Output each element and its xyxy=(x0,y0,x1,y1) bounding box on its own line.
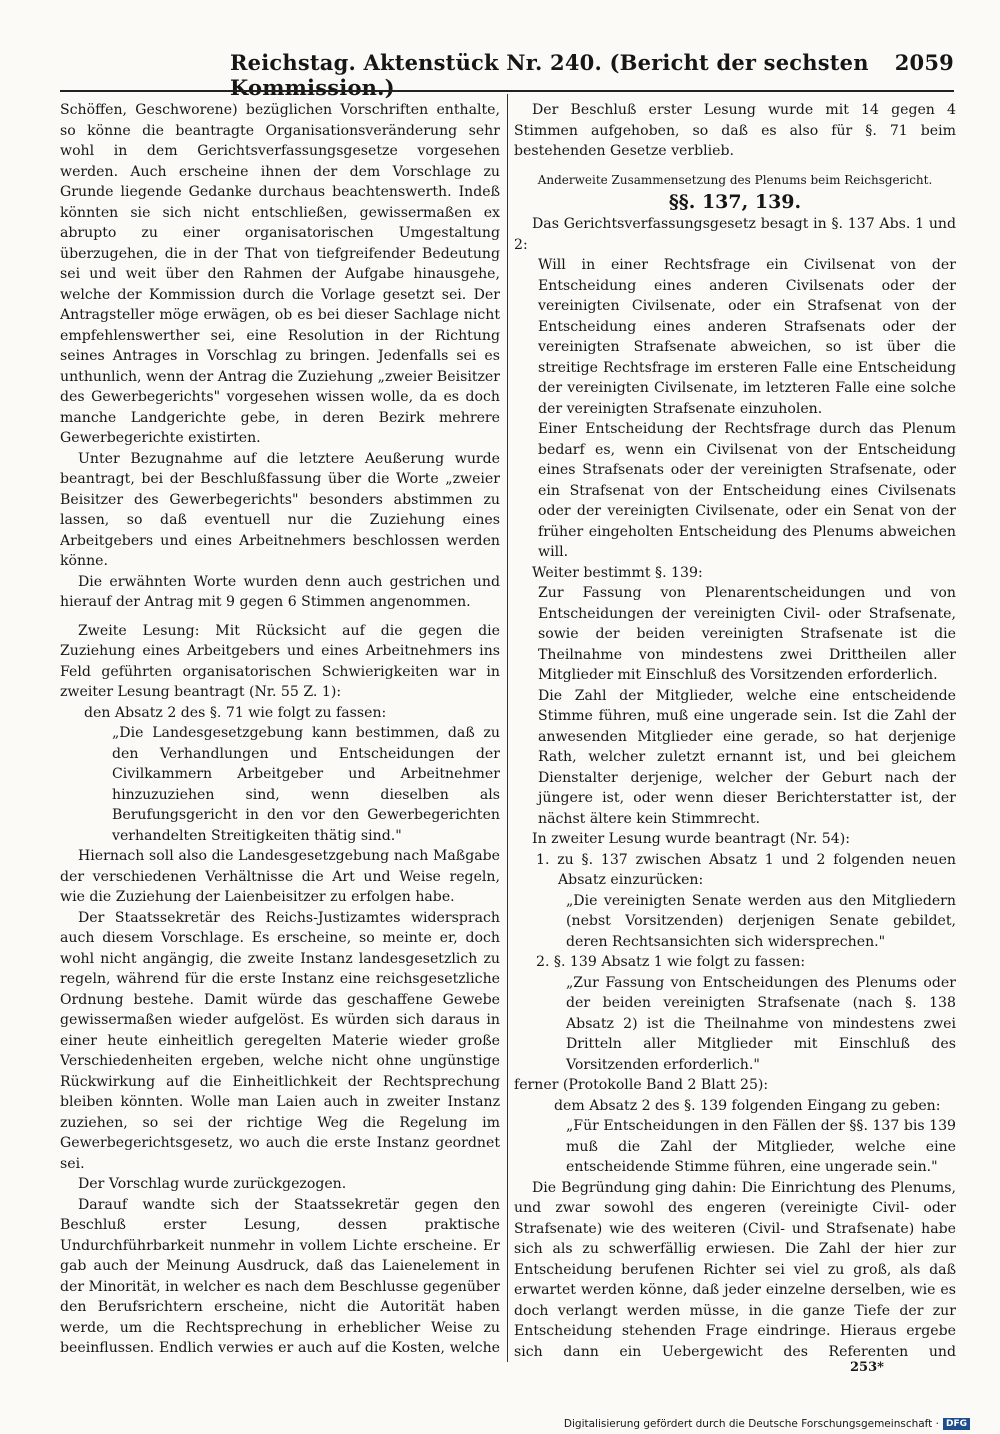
sheet-signature: 253* xyxy=(850,1360,884,1375)
quoted-text: „Für Entscheidungen in den Fällen der §§. 137 bis 139 muß die Zahl der Mitglieder, welche eine entscheidende Stimme führen, eine ungerade sein." xyxy=(566,1118,956,1175)
paragraph: In zweiter Lesung wurde beantragt (Nr. 54): xyxy=(532,831,850,847)
paragraph: Die erwähnten Worte wurden denn auch gestrichen und hierauf der Antrag mit 9 gegen 6 Stimmen angenommen. xyxy=(60,573,500,610)
page-number: 2059 xyxy=(894,50,954,75)
quoted-text: „Die Landesgesetzgebung kann bestimmen, daß zu den Verhandlungen und Entscheidungen der Civilkammern Arbeitgeber und Arbeitnehmer hinzuzuziehen sind, wenn dieselben als Berufungsgericht in den vor den Gewerbegerichten verhandelten Streitigkeiten thätig sind." xyxy=(112,725,500,844)
quoted-text: „Zur Fassung von Entscheidungen des Plenums oder der beiden vereinigten Strafsenate (nach §. 138 Absatz 2) ist die Theilnahme von mindestens zwei Dritteln aller Mitglieder mit Einschluß des Vorsitzenden erforderlich." xyxy=(566,974,956,1073)
quoted-law: Will in einer Rechtsfrage ein Civilsenat von der Entscheidung eines anderen Civilsenats oder der vereinigten Civilsenate, oder ein Strafsenat von der Entscheidung eines anderen Strafsenats oder der vereinigten Strafsenate abweichen, so ist über die streitige Rechtsfrage im ersteren Falle eine Entscheidung der vereinigten Civilsenate, im letzteren Falle eine solche der vereinigten Strafsenate einzuholen. xyxy=(538,257,956,417)
paragraph: Das Gerichtsverfassungsgesetz besagt in §. 137 Abs. 1 und 2: xyxy=(514,216,956,253)
motion-item-1: 1. zu §. 137 zwischen Absatz 1 und 2 folgenden neuen Absatz einzurücken: xyxy=(536,851,956,888)
quoted-law: Zur Fassung von Plenarentscheidungen und von Entscheidungen der vereinigten Civil- oder Strafsenate, sowie der beiden vereinigten Strafsenate ist die Theilnahme von mindestens zwei Drittheilen aller Mitglieder mit Einschluß des Vorsitzenden erforderlich. xyxy=(538,585,956,683)
left-column xyxy=(60,100,500,1360)
header-rule xyxy=(60,90,954,92)
column-divider xyxy=(507,94,508,1362)
footer-text: Digitalisierung gefördert durch die Deutsche Forschungsgemeinschaft · xyxy=(563,1418,939,1430)
running-header xyxy=(60,50,954,100)
paragraph: Unter Bezugnahme auf die letztere Aeußerung wurde beantragt, bei der Beschlußfassung über die Worte „zweier Beisitzer des Gewerbegerichts" besonders abstimmen zu lassen, so daß eventuell nur die Zuziehung eines Arbeitgebers und eines Arbeitnehmers beschlossen werden könne. xyxy=(60,450,500,569)
digitization-footer xyxy=(564,1418,970,1430)
dfg-logo-icon: DFG xyxy=(943,1418,970,1430)
header-title: Reichstag. Aktenstück Nr. 240. (Bericht der sechsten Kommission.) xyxy=(230,50,869,100)
paragraph: Weiter bestimmt §. 139: xyxy=(532,564,703,581)
paragraph: Die Begründung ging dahin: Die Einrichtung des Plenums, und zwar sowohl des engeren (vereinigte Civil- oder Strafsenate) wie des weiteren (Civil- und Strafsenate) habe sich als zu schwerfällig erwiesen. Die Zahl der hier zur Entscheidung berufenen Richter sei viel zu groß, als daß erwartet werden könne, daß jeder einzelne derselben, wie es doch verlangt werden müsse, in die ganze Tiefe der zur Entscheidung stehenden Frage eindringe. Hieraus ergebe sich dann ein Uebergewicht des Referenten und xyxy=(514,1179,956,1360)
paragraph: Der Staatssekretär des Reichs-Justizamtes widersprach auch diesem Vorschlage. Es erscheine, so meinte er, doch wohl nicht angängig, die zweite Instanz landesgesetzlich zu regeln, während für die erste Instanz eine reichsgesetzliche Ordnung bestehe. Damit würde das geschaffene Gewebe gewissermaßen wieder aufgelöst. Es würden sich daraus in einer heute einheitlich geregelten Materie wieder große Verschiedenheiten ergeben, welche nicht ohne ungünstige Rückwirkung auf die Einheitlichkeit der Rechtsprechung bleiben könnten. Wolle man Laien auch in zweiter Instanz zuziehen, so sei der richtige Weg die Regelung im Gewerbegerichtsgesetz, wo auch die erste Instanz geordnet sei. xyxy=(60,909,500,1172)
paragraph: Der Vorschlag wurde zurückgezogen. xyxy=(78,1176,347,1192)
paragraph: Schöffen, Geschworene) bezüglichen Vorschriften enthalte, so könne die beantragte Organisationsveränderung sehr wohl in dem Gerichtsverfassungsgesetze vorgesehen werden. Auch erscheine ihnen der dem Vorschlage zu Grunde liegende Gedanke durchaus beachtenswerth. Indeß könnten sie sich nicht entschließen, gewissermaßen ex abrupto zu einer organisatorischen Umgestaltung überzugehen, die in der That von tiefgreifender Bedeutung sei und weit über den Rahmen der Aufgabe hinausgehe, welche der Kommission durch die Vorlage gesetzt sei. Der Antragsteller möge erwägen, ob es bei dieser Sachlage nicht empfehlenswerther sei, eine Resolution in der Richtung seines Antrages in Vorschlag zu bringen. Jedenfalls sei es unthunlich, wenn der Antrag die Zuziehung „zweier Beisitzer des Gewerbegerichts" vorgesehen wissen wolle, da es doch manche Landgerichte gebe, in deren Bezirk mehrere Gewerbegerichte existirten. xyxy=(60,102,500,446)
paragraph-second-reading: Zweite Lesung: Mit Rücksicht auf die gegen die Zuziehung eines Arbeitgebers und eines Arbeitnehmers ins Feld geführten organisatorischen Schwierigkeiten war in zweiter Lesung beantragt (Nr. 55 Z. 1): xyxy=(60,622,500,700)
right-column xyxy=(514,100,956,1360)
paragraph: Hiernach soll also die Landesgesetzgebung nach Maßgabe der verschiedenen Verhältnisse die Art und Weise regeln, wie die Zuziehung der Laienbeisitzer zu erfolgen habe. xyxy=(60,848,500,905)
quoted-text: „Die vereinigten Senate werden aus den Mitgliedern (nebst Vorsitzenden) derjenigen Senate gebildet, deren Rechtsansichten sich widersprechen." xyxy=(566,892,956,950)
motion-text: den Absatz 2 des §. 71 wie folgt zu fassen: xyxy=(84,704,387,721)
paragraph: ferner (Protokolle Band 2 Blatt 25): xyxy=(514,1077,769,1093)
quoted-law: Einer Entscheidung der Rechtsfrage durch das Plenum bedarf es, wenn ein Civilsenat von der Entscheidung eines Strafsenats oder der vereinigten Strafsenate, oder ein Strafsenat von der Entscheidung eines Civilsenats oder der vereinigten Civilsenate, oder ein Senat von der früher eingeholten Entscheidung des Plenums abweichen will. xyxy=(538,421,956,560)
paragraph: Darauf wandte sich der Staatssekretär gegen den Beschluß erster Lesung, dessen praktische Undurchführbarkeit nunmehr in vollem Lichte erscheine. Er gab auch der Meinung Ausdruck, daß das Laienelement in der Minorität, in welcher es nach dem Beschlusse gegenüber den Berufsrichtern erscheine, nicht die Autorität haben werde, um die Rechtsprechung in erheblicher Weise zu beeinflussen. Endlich verwies er auch auf die Kosten, welche xyxy=(60,1196,500,1356)
quoted-law: Die Zahl der Mitglieder, welche eine entscheidende Stimme führen, muß eine ungerade sein. Ist die Zahl der anwesenden Mitglieder eine gerade, so hat derjenige Rath, welcher zuletzt ernannt ist, und bei gleichem Dienstalter derjenige, welcher der Geburt nach der jüngere ist, oder wenn dieser Berichterstatter ist, der nächst ältere kein Stimmrecht. xyxy=(538,687,956,827)
paragraph: Der Beschluß erster Lesung wurde mit 14 gegen 4 Stimmen aufgehoben, so daß es also für §. 71 beim bestehenden Gesetze verblieb. xyxy=(514,102,956,159)
section-paragraph-number: §§. 137, 139. xyxy=(668,191,802,213)
motion-item-2: 2. §. 139 Absatz 1 wie folgt zu fassen: xyxy=(536,954,806,970)
motion-text: dem Absatz 2 des §. 139 folgenden Eingang zu geben: xyxy=(554,1097,941,1114)
section-heading: Anderweite Zusammensetzung des Plenums beim Reichsgericht. xyxy=(537,172,933,187)
